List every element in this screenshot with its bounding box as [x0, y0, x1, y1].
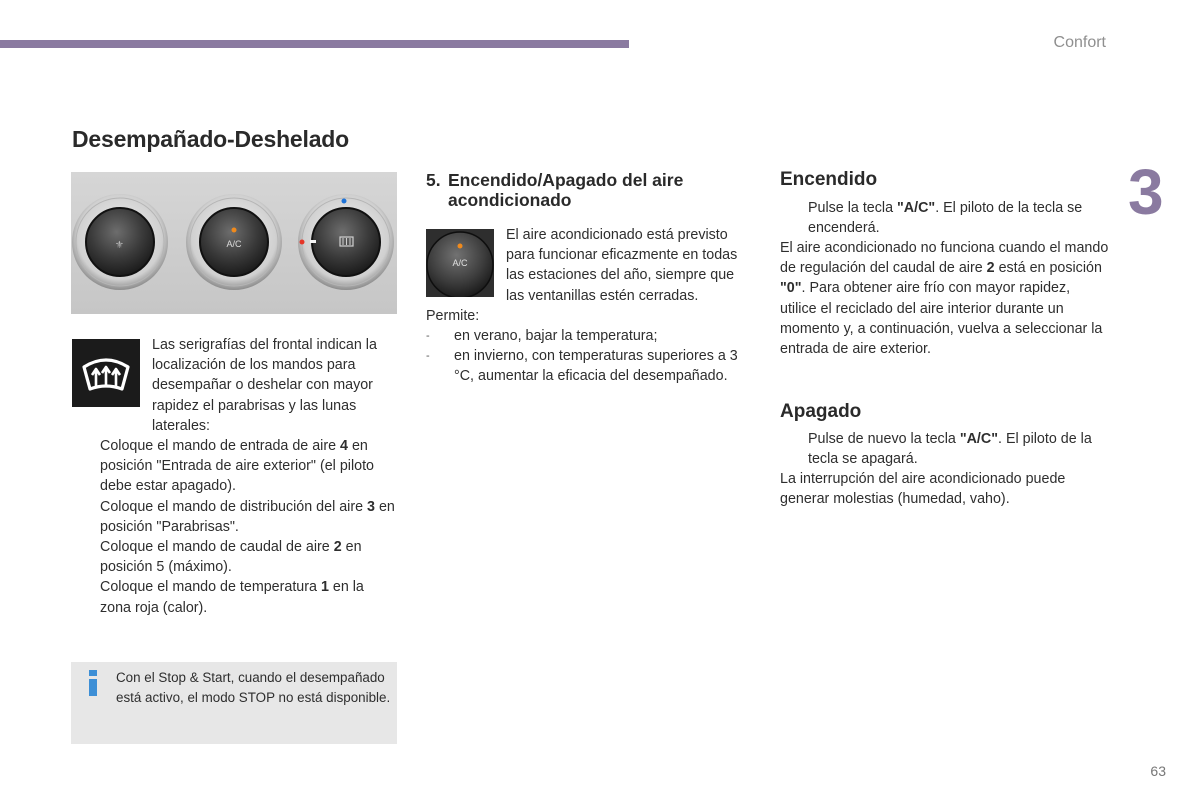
defrost-step: Coloque el mando de caudal de aire 2 en posición 5 (máximo). [100, 539, 362, 576]
svg-text:⚜: ⚜ [115, 240, 124, 251]
encendido-instruction [780, 198, 1110, 238]
ac-knob-image [426, 229, 494, 297]
allows-label: Permite: [426, 308, 480, 324]
air-flow-knob [186, 194, 282, 290]
instruction-item: Pulse de nuevo la tecla "A/C". El piloto de la tecla se apagará. [808, 431, 1092, 468]
encendido-notes: El aire acondicionado no funciona cuando el mando de regulación del caudal de aire 2 está en posición "0". Para obtener aire frío con mayor rapidez, utilice el reciclado del aire interior durante un momento y, a continuación, vuelva a seleccionar la entrada de aire exterior. [780, 240, 1109, 358]
climate-panel-photo [71, 172, 397, 314]
air-distribution-knob [298, 194, 394, 290]
defrost-steps-list [72, 436, 398, 618]
panel-intro-text: Las serigrafías del frontal indican la localización de los mandos para desempañar o deshelar con mayor rapidez el parabrisas y las lunas laterales: [152, 337, 377, 434]
instruction-item: Pulse la tecla "A/C". El piloto de la tecla se encenderá. [808, 200, 1083, 237]
windscreen-defrost-icon [72, 339, 140, 407]
stop-start-info-box [71, 662, 397, 744]
section-title: Confort [1053, 34, 1106, 51]
benefit-item: - en verano, bajar la temperatura; [426, 328, 658, 344]
temperature-knob [72, 194, 168, 290]
panel-ac-label: A/C [226, 239, 242, 249]
ac-intro-text: El aire acondicionado está previsto para funcionar eficazmente en todas las estaciones del año, siempre que las ventanillas estén cerradas. [506, 227, 738, 304]
defrost-step: Coloque el mando de entrada de aire 4 en posición "Entrada de aire exterior" (el piloto debe estar apagado). [100, 438, 374, 495]
chapter-number: 3 [1128, 156, 1164, 228]
defrost-step: Coloque el mando de temperatura 1 en la zona roja (calor). [100, 579, 364, 616]
encendido-heading: Encendido [780, 169, 878, 190]
ac-section-heading: 5. Encendido/Apagado del aire acondicionado [426, 170, 684, 210]
knob-ac-label: A/C [452, 258, 468, 268]
apagado-notes: La interrupción del aire acondicionado puede generar molestias (humedad, vaho). [780, 471, 1066, 508]
page-number: 63 [1150, 763, 1166, 779]
page-title: Desempañado-Deshelado [72, 126, 349, 152]
apagado-instruction [780, 429, 1110, 469]
ac-benefits-list [426, 326, 746, 387]
header-accent-bar [0, 40, 629, 48]
defrost-step: Coloque el mando de distribución del aire 3 en posición "Parabrisas". [100, 498, 395, 535]
info-text: Con el Stop & Start, cuando el desempañado está activo, el modo STOP no está disponible. [116, 670, 391, 705]
info-icon [87, 670, 99, 696]
benefit-item: - en invierno, con temperaturas superiores a 3 °C, aumentar la eficacia del desempañado. [426, 348, 738, 385]
apagado-heading: Apagado [780, 401, 862, 422]
